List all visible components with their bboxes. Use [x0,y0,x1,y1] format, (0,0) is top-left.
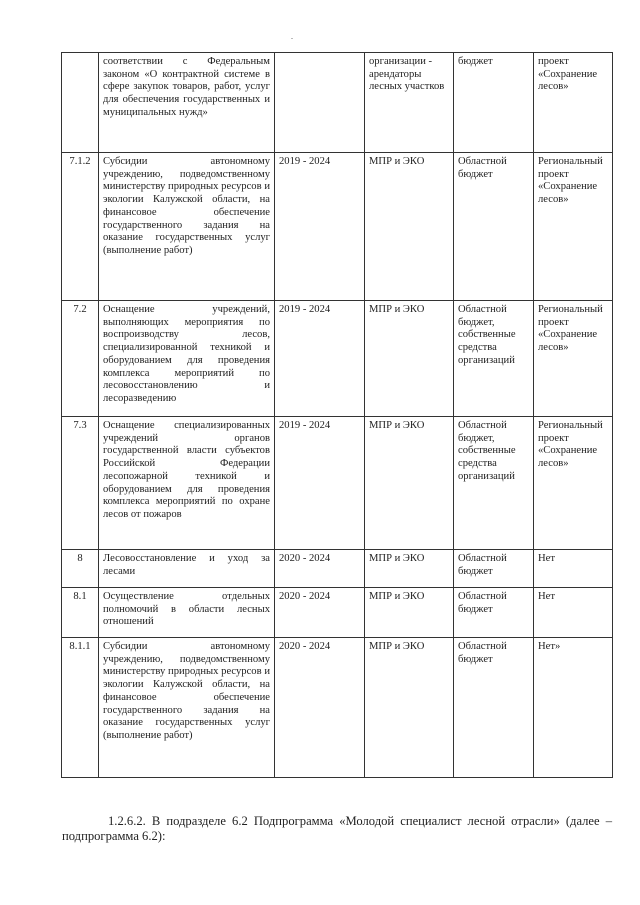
table-row [62,153,613,301]
measure-project: Региональный проект «Сохранение лесов» [534,417,613,550]
table-row [62,301,613,417]
measure-name: Осуществление отдельных полномочий в области лесных отношений [99,588,275,638]
amendment-paragraph: 1.2.6.2. В подразделе 6.2 Подпрограмма «Молодой специалист лесной отрасли» (далее – подпрограмма 6.2): [62,813,612,844]
measure-period: 2019 - 2024 [275,417,365,550]
measure-executor: МПР и ЭКО [365,153,454,301]
measure-name: Лесовосстановление и уход за лесами [99,550,275,588]
measure-funding: бюджет [454,53,534,153]
measure-period: 2020 - 2024 [275,588,365,638]
measure-funding: Областной бюджет [454,153,534,301]
measure-executor: МПР и ЭКО [365,417,454,550]
measure-period: 2019 - 2024 [275,153,365,301]
measure-project: Региональный проект «Сохранение лесов» [534,301,613,417]
row-number: 8 [62,550,99,588]
row-number: 7.1.2 [62,153,99,301]
measure-funding: Областной бюджет [454,588,534,638]
scan-speck [291,38,293,39]
measure-project: Нет» [534,638,613,778]
measure-name: соответствии с Федеральным законом «О контрактной системе в сфере закупок товаров, работ, услуг для обеспечения государственных и муниципальных нужд» [99,53,275,153]
row-number: 8.1 [62,588,99,638]
measure-name: Субсидии автономному учреждению, подведомственному министерству природных ресурсов и экологии Калужской области, на финансовое обеспечение государственного задания на оказание государственных услуг (выполнение работ) [99,638,275,778]
measure-name: Субсидии автономному учреждению, подведомственному министерству природных ресурсов и экологии Калужской области, на финансовое обеспечение государственного задания на оказание государственных услуг (выполнение работ) [99,153,275,301]
table-row [62,638,613,778]
measure-executor: МПР и ЭКО [365,588,454,638]
measure-funding: Областной бюджет [454,638,534,778]
row-number [62,53,99,153]
measure-project: проект «Сохранение лесов» [534,53,613,153]
measure-funding: Областной бюджет, собственные средства организаций [454,301,534,417]
measure-executor: МПР и ЭКО [365,638,454,778]
table-row [62,417,613,550]
row-number: 7.2 [62,301,99,417]
measure-name: Оснащение специализированных учреждений органов государственной власти субъектов Российской Федерации лесопожарной техникой и оборудованием для проведения комплекса мероприятий по охране лесов от пожаров [99,417,275,550]
table-row [62,550,613,588]
measures-table [61,52,613,778]
measure-executor: МПР и ЭКО [365,550,454,588]
measure-name: Оснащение учреждений, выполняющих мероприятия по воспроизводству лесов, специализированной техникой и оборудованием для проведения комплекса мероприятий по лесовосстановлению и лесоразведению [99,301,275,417]
row-number: 8.1.1 [62,638,99,778]
measure-funding: Областной бюджет [454,550,534,588]
measure-period: 2019 - 2024 [275,301,365,417]
measure-funding: Областной бюджет, собственные средства организаций [454,417,534,550]
measure-period: 2020 - 2024 [275,638,365,778]
measure-executor: МПР и ЭКО [365,301,454,417]
measure-project: Региональный проект «Сохранение лесов» [534,153,613,301]
measure-executor: организации - арендаторы лесных участков [365,53,454,153]
measure-project: Нет [534,550,613,588]
table-row [62,53,613,153]
measure-period: 2020 - 2024 [275,550,365,588]
measure-project: Нет [534,588,613,638]
table-row [62,588,613,638]
measure-period [275,53,365,153]
row-number: 7.3 [62,417,99,550]
